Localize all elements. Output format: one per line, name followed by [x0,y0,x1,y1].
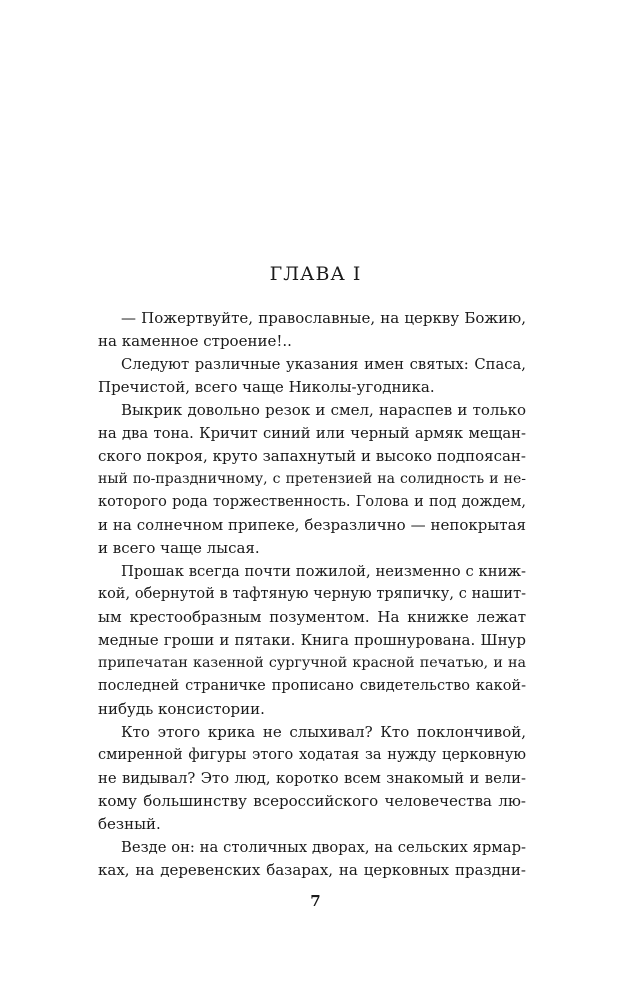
text-line: Следуют различные указания имен святых: Спаса, [121,356,526,373]
chapter-title: ГЛАВА I [269,263,362,285]
text-line: Везде он: на столичных дворах, на сельских ярмар- [121,839,526,856]
text-line: кому большинству всероссийского человечества лю- [98,792,526,810]
text-line: припечатан казенной сургучной красной печатью, и на [98,655,526,671]
text-line: на каменное строение!.. [98,332,292,350]
text-line: кой, обернутой в тафтяную черную тряпичку, с нашит- [98,586,526,602]
text-line: и на солнечном припеке, безразлично — непокрытая [98,516,526,534]
text-line: безный. [98,815,161,833]
text-line: Прошак всегда почти пожилой, неизменно с книж- [121,563,526,580]
text-line: ный по-праздничному, с претензией на солидность и не- [98,471,526,487]
text-line: — Пожертвуйте, православные, на церкву Божию, [121,309,526,327]
text-line: ского покроя, круто запахнутый и высоко подпоясан- [98,447,526,465]
text-line: на два тона. Кричит синий или черный армяк мещан- [98,425,526,442]
text-line: нибудь консистории. [98,700,265,718]
text-line: ках, на деревенских базарах, на церковных праздни- [98,861,526,879]
text-line: смиренной фигуры этого ходатая за нужду церковную [98,747,526,763]
body-text [98,307,526,882]
text-line: Кто этого крика не слыхивал? Кто поклончивой, [121,723,526,741]
text-line: ым крестообразным позументом. На книжке лежат [98,608,526,626]
text-line: которого рода торжественность. Голова и под дождем, [98,494,526,510]
text-line: не видывал? Это люд, коротко всем знакомый и вели- [98,770,526,787]
text-line: последней страничке прописано свидетельство какой- [98,678,526,694]
text-line: Пречистой, всего чаще Николы-угодника. [98,378,435,396]
page-number: 7 [310,892,321,910]
text-line: медные гроши и пятаки. Книга прошнурована. Шнур [98,631,526,649]
text-line: Выкрик довольно резок и смел, нараспев и только [121,401,526,419]
text-line: и всего чаще лысая. [98,539,260,557]
